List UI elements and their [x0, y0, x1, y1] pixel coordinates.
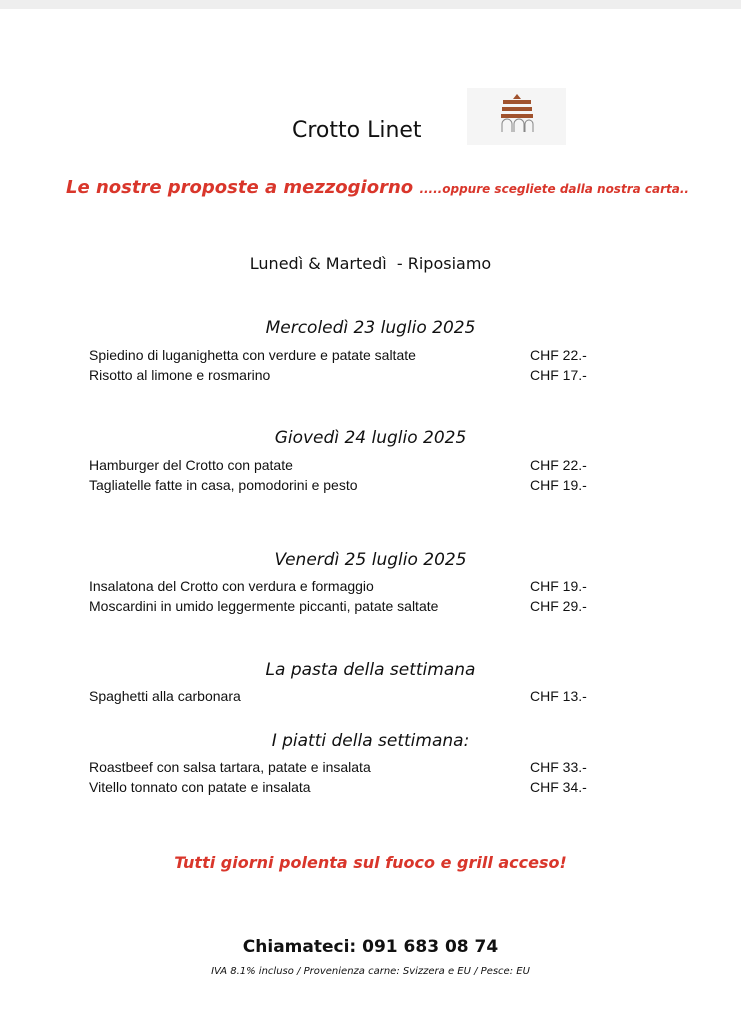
item-name: Roastbeef con salsa tartara, patate e insalata [89, 759, 371, 775]
menu-item [89, 347, 587, 363]
item-price: CHF 33.- [530, 759, 587, 775]
item-price: CHF 22.- [530, 347, 587, 363]
item-name: Risotto al limone e rosmarino [89, 367, 271, 383]
section-heading: Giovedì 24 luglio 2025 [274, 428, 467, 448]
item-price: CHF 19.- [530, 477, 587, 493]
menu-item [89, 779, 587, 795]
restaurant-logo [467, 88, 566, 145]
subtitle [66, 177, 689, 198]
item-price: CHF 29.- [530, 598, 587, 614]
section-heading: I piatti della settimana: [271, 731, 470, 751]
item-price: CHF 13.- [530, 688, 587, 704]
closed-day: Lunedì & Martedì [249, 254, 387, 273]
menu-item [89, 759, 587, 775]
subtitle-aside: .....oppure scegliete dalla nostra carta.. [419, 182, 689, 196]
item-price: CHF 19.- [530, 578, 587, 594]
section-heading: La pasta della settimana [265, 660, 476, 680]
closed-days [0, 254, 741, 273]
item-name: Spaghetti alla carbonara [89, 688, 241, 704]
item-name: Spiedino di luganighetta con verdure e patate saltate [89, 347, 416, 363]
menu-item [89, 367, 587, 383]
restaurant-name: Crotto Linet [292, 118, 422, 143]
polenta-note: Tutti giorni polenta sul fuoco e grill acceso! [174, 853, 567, 872]
menu-item [89, 457, 587, 473]
item-name: Insalatona del Crotto con verdura e formaggio [89, 578, 374, 594]
section-heading: Mercoledì 23 luglio 2025 [265, 318, 476, 338]
item-name: Vitello tonnato con patate e insalata [89, 779, 311, 795]
item-price: CHF 22.- [530, 457, 587, 473]
section-heading: Venerdì 25 luglio 2025 [274, 550, 467, 570]
item-name: Tagliatelle fatte in casa, pomodorini e pesto [89, 477, 358, 493]
item-price: CHF 17.- [530, 367, 587, 383]
closed-note: - Riposiamo [396, 254, 492, 273]
subtitle-main: Le nostre proposte a mezzogiorno [66, 177, 414, 198]
menu-item [89, 598, 587, 614]
phone-number: Chiamateci: 091 683 08 74 [242, 937, 499, 957]
menu-item [89, 477, 587, 493]
item-price: CHF 34.- [530, 779, 587, 795]
item-name: Moscardini in umido leggermente piccanti, patate saltate [89, 598, 439, 614]
menu-item [89, 688, 587, 704]
top-bar [0, 0, 741, 9]
footnote: IVA 8.1% incluso / Provenienza carne: Svizzera e EU / Pesce: EU [211, 966, 530, 977]
item-name: Hamburger del Crotto con patate [89, 457, 293, 473]
menu-item [89, 578, 587, 594]
